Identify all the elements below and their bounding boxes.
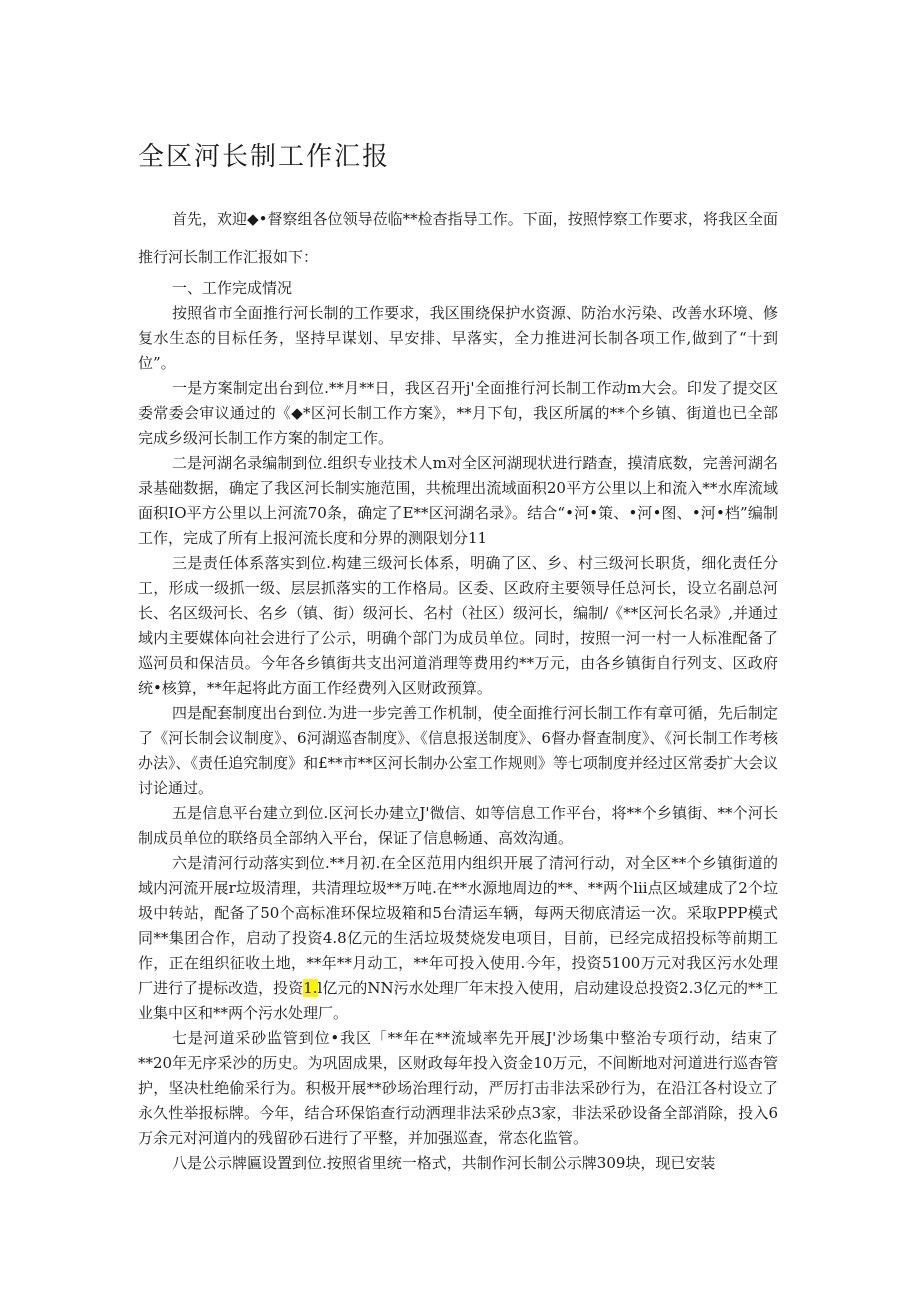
item-2-river-list-paragraph: 二是河湖名录编制到位.组织专业技术人m对全区河湖现状进行踏查，摸清底数，完善河湖名录基础数据，确定了我区河长制实施范围，共梳理出流域面积20平方公里以上和流入**水库流域面积IO平方公里以上河流70条，确定了E**区河湖名录》。结合“•河•策、•河•图、•河•档”编制工作，完成了所有上报河流长度和分界的测限划分11 [138, 454, 778, 547]
overview-paragraph: 按照省市全面推行河长制的工作要求，我区围绕保护水资源、防治水污染、改善水环境、修复水生态的目标任务，坚持早谋划、早安排、早落实，全力推进河长制各项工作,做到了“十到位”。 [138, 304, 778, 372]
document-title: 全区河长制工作汇报 [138, 142, 391, 172]
highlighted-text: 1. [303, 979, 318, 997]
section-heading-work-completion: 一、工作完成情况 [172, 279, 293, 297]
intro-paragraph: 首先，欢迎◆•督察组各位领导莅临**检杳指导工作。下面，按照悖察工作要求，将我区全面推行河长制工作汇报如下： [138, 210, 778, 266]
item-5-info-platform-paragraph: 五是信息平台建立到位.区河长办建立J'微信、如等信息工作平台，将**个乡镇街、**个河长制成员单位的联络员全部纳入平台，保证了信息畅通、高效沟通。 [138, 804, 778, 847]
item-1-plan-paragraph: 一是方案制定出台到位.**月**日，我区召开j'全面推行河长制工作动m大会。印发了提交区委常委会审议通过的《◆*区河长制工作方案》，**月下旬，我区所属的**个乡镇、街道也已全部完成乡级河长制工作方案的制定工作。 [138, 379, 778, 447]
item-6-river-cleanup-paragraph [138, 851, 778, 1026]
item-6-text-part-a: 六是清河行动落实到位.**月初.在全区范用内组织开展了清河行动，对全区**个乡镇街道的域内河流开展r垃圾清理，共清理垃圾**万吨.在**水源地周边的**、**两个lii点区域建成了2个垃圾中转站，配备了50个高标准环保垃圾箱和5台清运车辆，每两天彻底清运一次。采取PPP模式同**集团合作，启动了投资4.8亿元的生活垃圾焚烧发电项目，目前，已经完成招投标等前期工作，正在组织征收土地，**年**月动工，**年可投入使用.今年，投资5100万元对我区污水处理厂进行了提标改造，投资 [138, 854, 778, 997]
item-3-responsibility-paragraph: 三是责任体系落实到位.构建三级河长体系，明确了区、乡、村三级河长职货，细化责任分工，形成一级抓一级、层层抓落实的工作格局。区委、区政府主要领导任总河长，设立名副总河长、名区级河长、名乡（镇、街）级河长、名村（社区）级河长，编制/《**区河长名录》,并通过域内主要媒体向社会进行了公示，明确个部门为成员单位。同时，按照一河一村一人标准配备了巡河员和保洁员。今年各乡镇街共支出河道消理等费用约**万元，由各乡镇街自行列支、区政府统•核算，**年起将此方面工作经费列入区财政预算。 [138, 554, 778, 697]
item-8-signboard-paragraph: 八是公示牌匾设置到位.按照省里统一格式，共制作河长制公示牌309块，现已安装 [172, 1154, 716, 1172]
item-4-regulations-paragraph: 四是配套制度出台到位.为进一步完善工作机制，使全面推行河长制工作有章可循，先后制定了《河长制会议制度》、6河湖巡杳制度》、《信息报送制度》、6督办督查制度》、《河长制工作考核办法》、《责任追究制度》和£**市**区河长制办公室工作规则》等七项制度并经过区常委扩大会议讨论通过。 [138, 704, 778, 797]
item-6-text-part-b: l亿元的NN污水处理厂年末投入使用，启动建设总投资2.3亿元的**工业集中区和**两个污水处理厂。 [138, 979, 778, 1022]
document-body [138, 200, 778, 1176]
item-7-sand-mining-paragraph: 七是河道采砂监管到位•我区「**年在**流域率先开展J'沙场集中整治专项行动，结束了**20年无序采沙的历史。为巩固成果，区财政每年投入资金10万元，不间断地对河道进行巡杳管护，坚决杜绝偷采行为。积极开展**砂场治理行动，严厉打击非法采砂行为，在沿江各村设立了永久性举报标牌。今年，结合环保馅查行动洒理非法采砂点3家，非法采砂设备全部消除，投入6万余元对河道内的残留砂石进行了平整，并加强巡查，常态化监管。 [138, 1029, 778, 1147]
